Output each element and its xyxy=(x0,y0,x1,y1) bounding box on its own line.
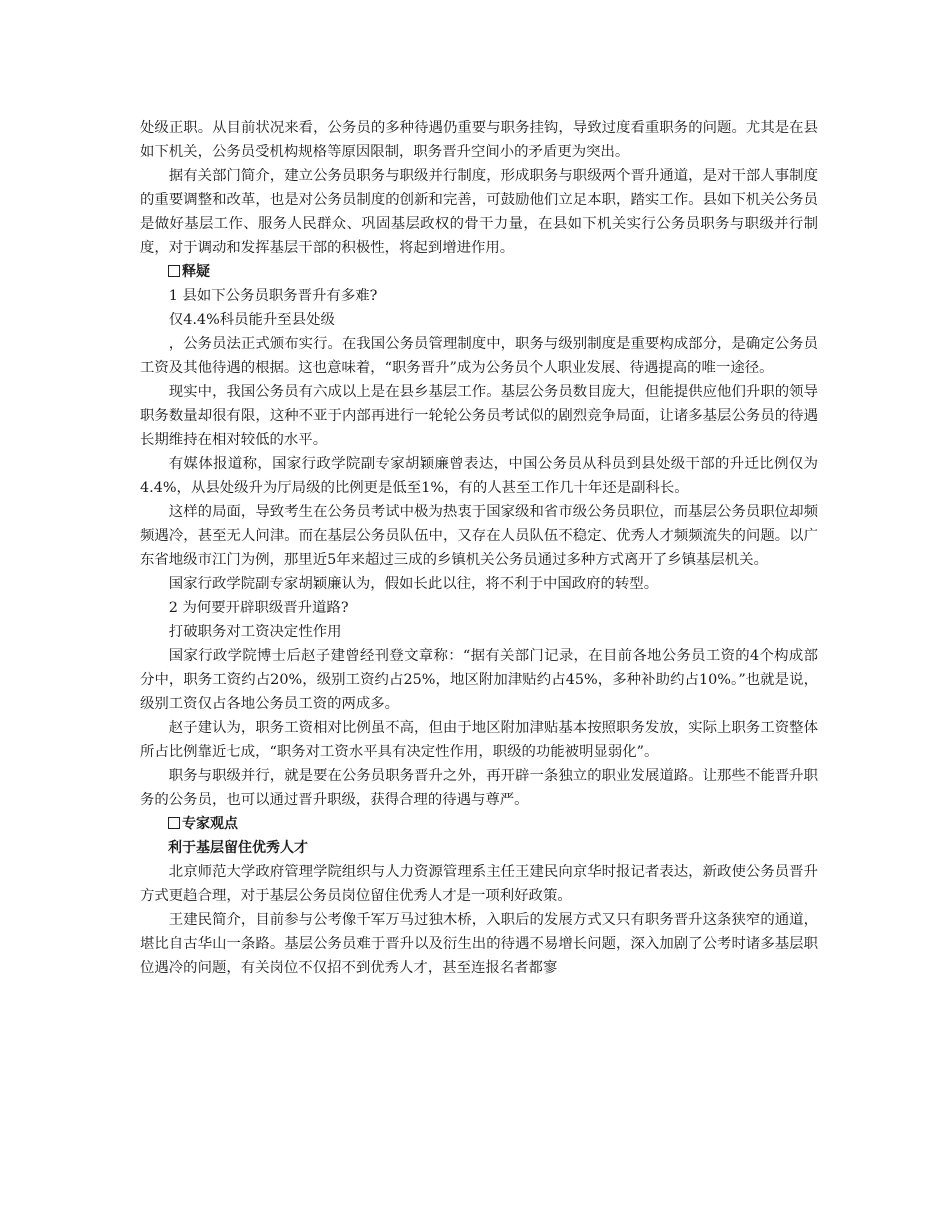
paragraph: 王建民简介，目前参与公考像千军万马过独木桥，入职后的发展方式又只有职务晋升这条狭窄的通道，堪比自古华山一条路。基层公务员难于晋升以及衍生出的待遇不易增长问题，深入加剧了公考时诸多基层职位遇冷的问题，有关岗位不仅招不到优秀人才，甚至连报名者都寥 xyxy=(140,912,818,976)
paragraph: 国家行政学院博士后赵子建曾经刊登文章称：“据有关部门记录，在目前各地公务员工资的4个构成部分中，职务工资约占20%，级别工资约占25%，地区附加津贴约占45%，多种补助约占10%。”也就是说，级别工资仅占各地公务员工资的两成多。 xyxy=(140,648,818,712)
paragraph: 赵子建认为，职务工资相对比例虽不高，但由于地区附加津贴基本按照职务发放，实际上职务工资整体所占比例靠近七成，“职务对工资水平具有决定性作用，职级的功能被明显弱化”。 xyxy=(140,720,818,760)
paragraph: 现实中，我国公务员有六成以上是在县乡基层工作。基层公务员数目庞大，但能提供应他们升职的领导职务数量却很有限，这种不亚于内部再进行一轮轮公务员考试似的剧烈竞争局面，让诸多基层公务员的待遇长期维持在相对较低的水平。 xyxy=(140,384,818,448)
paragraph: 国家行政学院副专家胡颖廉认为，假如长此以往，将不利于中国政府的转型。 xyxy=(168,576,659,592)
section-heading-explanation xyxy=(140,260,818,284)
paragraph: ，公务员法正式颁布实行。在我国公务员管理制度中，职务与级别制度是重要构成部分，是确定公务员工资及其他待遇的根据。这也意味着，“职务晋升”成为公务员个人职业发展、待遇提高的唯一途径。 xyxy=(140,336,818,376)
document-body xyxy=(140,116,818,980)
subsection-heading: 利于基层留住优秀人才 xyxy=(168,840,308,856)
paragraph: 有媒体报道称，国家行政学院副专家胡颖廉曾表达，中国公务员从科员到县处级干部的升迁比例仅为4.4%，从县处级升为厅局级的比例更是低至1%，有的人甚至工作几十年还是副科长。 xyxy=(140,456,818,496)
checkbox-square-icon xyxy=(168,817,180,829)
subheading-line: 打破职务对工资决定性作用 xyxy=(168,624,342,640)
paragraph: 北京师范大学政府管理学院组织与人力资源管理系主任王建民向京华时报记者表达，新政使公务员晋升方式更趋合理，对于基层公务员岗位留住优秀人才是一项利好政策。 xyxy=(140,864,818,904)
section-heading-expert-views xyxy=(140,812,818,836)
paragraph: 据有关部门简介，建立公务员职务与职级并行制度，形成职务与职级两个晋升通道，是对干部人事制度的重要调整和改革，也是对公务员制度的创新和完善，可鼓励他们立足本职，踏实工作。县如下机关公务员是做好基层工作、服务人民群众、巩固基层政权的骨干力量，在县如下机关实行公务员职务与职级并行制度，对于调动和发挥基层干部的积极性，将起到增进作用。 xyxy=(140,168,818,256)
section-heading-label: 释疑 xyxy=(182,264,210,280)
paragraph: 职务与职级并行，就是要在公务员职务晋升之外，再开辟一条独立的职业发展道路。让那些不能晋升职务的公务员，也可以通过晋升职级，获得合理的待遇与尊严。 xyxy=(140,768,818,808)
subheading-line: 仅4.4%科员能升至县处级 xyxy=(168,312,335,328)
paragraph: 这样的局面，导致考生在公务员考试中极为热衷于国家级和省市级公务员职位，而基层公务员职位却频频遇冷，甚至无人问津。而在基层公务员队伍中，又存在人员队伍不稳定、优秀人才频频流失的问题。以广东省地级市江门为例，那里近5年来超过三成的乡镇机关公务员通过多种方式离开了乡镇基层机关。 xyxy=(140,504,818,568)
question-line: 1 县如下公务员职务晋升有多难? xyxy=(168,288,378,304)
section-heading-label: 专家观点 xyxy=(182,816,238,832)
question-line: 2 为何要开辟职级晋升道路? xyxy=(168,600,349,616)
paragraph: 处级正职。从目前状况来看，公务员的多种待遇仍重要与职务挂钩，导致过度看重职务的问题。尤其是在县如下机关，公务员受机构规格等原因限制，职务晋升空间小的矛盾更为突出。 xyxy=(140,120,818,160)
checkbox-square-icon xyxy=(168,265,180,277)
